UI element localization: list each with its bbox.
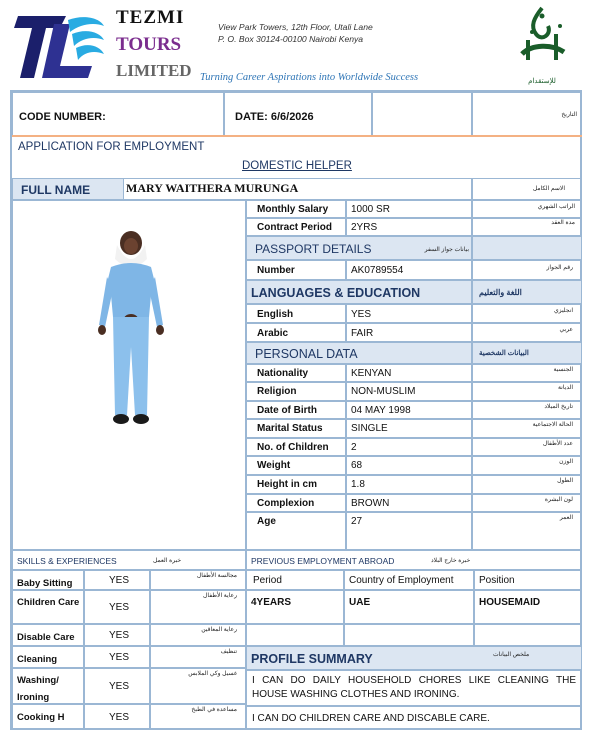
skill-value-cell bbox=[84, 570, 150, 590]
skill-label: Washing/ Ironing bbox=[17, 675, 59, 703]
passport-heading-ar: بيانات جواز السفر bbox=[424, 247, 469, 253]
personal-value: 04 MAY 1998 bbox=[351, 405, 411, 416]
personal-value-cell bbox=[346, 382, 472, 401]
company-address bbox=[218, 22, 373, 45]
applicant-photo bbox=[81, 229, 181, 441]
personal-label: Weight bbox=[257, 460, 291, 471]
personal-value: KENYAN bbox=[351, 368, 392, 379]
photo-cell bbox=[12, 200, 246, 550]
passport-number-label-cell bbox=[246, 260, 346, 280]
abroad-period-cell bbox=[246, 590, 344, 624]
personal-ar: الحالة الاجتماعية bbox=[532, 422, 573, 428]
personal-heading-cell bbox=[246, 342, 472, 364]
profile-line-2: I CAN DO CHILDREN CARE AND DISCABLE CARE. bbox=[252, 713, 490, 724]
skill-ar: رعاية الأطفال bbox=[203, 593, 237, 599]
language-label: Arabic bbox=[257, 328, 289, 339]
skill-ar-cell bbox=[150, 668, 246, 704]
profile-heading: PROFILE SUMMARY bbox=[251, 652, 373, 666]
skill-label-cell bbox=[12, 590, 84, 624]
personal-label: No. of Children bbox=[257, 442, 329, 453]
contract-value-cell bbox=[346, 218, 472, 236]
abroad-country-cell bbox=[344, 590, 474, 624]
skill-label: Baby Sitting bbox=[17, 578, 73, 589]
personal-ar: الطول bbox=[557, 478, 573, 484]
seal-calligraphy-icon bbox=[512, 4, 572, 72]
skill-label-cell bbox=[12, 704, 84, 730]
skill-value-cell bbox=[84, 646, 150, 668]
skill-ar: مساعدة في الطبخ bbox=[191, 707, 237, 713]
personal-ar: الوزن bbox=[559, 459, 573, 465]
skill-ar: رعاية المعاقين bbox=[201, 627, 237, 633]
language-value-cell bbox=[346, 304, 472, 323]
personal-value: 1.8 bbox=[351, 479, 365, 490]
language-ar: انجليزي bbox=[553, 308, 573, 314]
personal-ar-cell bbox=[472, 419, 582, 438]
personal-ar: لون البشرة bbox=[544, 497, 573, 503]
skill-label-cell bbox=[12, 624, 84, 646]
date-ar-cell bbox=[472, 92, 582, 136]
name-ar: الاسم الكامل bbox=[532, 186, 565, 192]
language-value: YES bbox=[351, 309, 372, 320]
code-number-label: CODE NUMBER: bbox=[19, 111, 106, 123]
personal-value: 68 bbox=[351, 460, 363, 471]
abroad-col-period-label: Period bbox=[253, 575, 282, 586]
personal-label-cell bbox=[246, 401, 346, 419]
skill-value: YES bbox=[109, 602, 130, 613]
skill-value: YES bbox=[109, 712, 130, 723]
contract-ar: مدة العقد bbox=[551, 220, 575, 226]
brand-line-2: TOURS bbox=[116, 34, 182, 55]
abroad-position-value: HOUSEMAID bbox=[479, 597, 541, 608]
personal-label-cell bbox=[246, 419, 346, 438]
date-ar: التاريخ bbox=[561, 112, 577, 118]
personal-value-cell bbox=[346, 494, 472, 512]
language-value-cell bbox=[346, 323, 472, 342]
personal-label: Date of Birth bbox=[257, 405, 317, 416]
personal-ar-cell bbox=[472, 438, 582, 456]
personal-value-cell bbox=[346, 456, 472, 475]
personal-ar: الديانة bbox=[557, 385, 573, 391]
skill-label-cell bbox=[12, 646, 84, 668]
personal-value-cell bbox=[346, 364, 472, 382]
letterhead bbox=[0, 0, 592, 90]
personal-label-cell bbox=[246, 382, 346, 401]
personal-value: 27 bbox=[351, 516, 363, 527]
personal-value-cell bbox=[346, 475, 472, 494]
passport-number-ar-cell bbox=[472, 260, 582, 280]
personal-ar: الجنسية bbox=[553, 367, 573, 373]
full-name-label-cell bbox=[12, 178, 124, 200]
languages-heading-ar-cell bbox=[472, 280, 582, 304]
calligraphy-seal bbox=[512, 4, 572, 84]
skills-heading: SKILLS & EXPERIENCES bbox=[17, 556, 117, 566]
skill-label: Cleaning bbox=[17, 654, 58, 665]
full-name-value-cell bbox=[124, 178, 472, 200]
abroad-blank-1 bbox=[246, 624, 344, 646]
application-form bbox=[10, 90, 582, 730]
abroad-blank-3 bbox=[474, 624, 582, 646]
personal-ar-cell bbox=[472, 475, 582, 494]
skill-ar-cell bbox=[150, 624, 246, 646]
skill-ar-cell bbox=[150, 704, 246, 730]
language-ar-cell bbox=[472, 323, 582, 342]
passport-number-label: Number bbox=[257, 265, 295, 276]
salary-ar: الراتب الشهري bbox=[537, 204, 575, 210]
language-ar: عربي bbox=[559, 327, 573, 333]
abroad-col-position-label: Position bbox=[479, 575, 515, 586]
abroad-position-cell bbox=[474, 590, 582, 624]
full-name-label: FULL NAME bbox=[21, 183, 91, 197]
date-cell bbox=[224, 92, 372, 136]
personal-label: Complexion bbox=[257, 498, 315, 509]
personal-label: Religion bbox=[257, 386, 297, 397]
personal-value: NON-MUSLIM bbox=[351, 386, 416, 397]
application-title: APPLICATION FOR EMPLOYMENT bbox=[18, 141, 205, 153]
languages-heading-cell bbox=[246, 280, 472, 304]
name-ar-cell bbox=[472, 178, 582, 200]
profile-heading-ar: ملخص البيانات bbox=[493, 652, 530, 658]
address-line-2: P. O. Box 30124-00100 Nairobi Kenya bbox=[218, 33, 364, 44]
personal-ar-cell bbox=[472, 494, 582, 512]
passport-number-ar: رقم الجواز bbox=[546, 265, 573, 271]
company-name bbox=[116, 8, 192, 79]
personal-ar: تاريخ الميلاد bbox=[544, 404, 573, 410]
personal-label-cell bbox=[246, 512, 346, 550]
skill-value-cell bbox=[84, 704, 150, 730]
personal-label: Nationality bbox=[257, 368, 309, 379]
skill-value: YES bbox=[109, 652, 130, 663]
salary-value: 1000 SR bbox=[351, 204, 390, 215]
salary-label-cell bbox=[246, 200, 346, 218]
personal-label: Age bbox=[257, 516, 276, 527]
profile-line-1: I CAN DO DAILY HOUSEHOLD CHORES LIKE CLEANING THE HOUSE WASHING CLOTHES AND IRONING. bbox=[252, 675, 576, 700]
personal-value-cell bbox=[346, 438, 472, 456]
skill-ar: غسيل وكي الملابس bbox=[188, 671, 237, 677]
contract-ar-cell bbox=[472, 218, 582, 236]
full-name-value: MARY WAITHERA MURUNGA bbox=[126, 181, 299, 195]
skill-ar: تنظيف bbox=[220, 649, 237, 655]
skill-ar-cell bbox=[150, 646, 246, 668]
skill-value-cell bbox=[84, 668, 150, 704]
skill-ar-cell bbox=[150, 570, 246, 590]
passport-heading: PASSPORT DETAILS bbox=[255, 242, 372, 256]
personal-heading: PERSONAL DATA bbox=[255, 347, 358, 361]
personal-ar-cell bbox=[472, 364, 582, 382]
salary-label: Monthly Salary bbox=[257, 204, 329, 215]
languages-heading: LANGUAGES & EDUCATION bbox=[251, 286, 421, 300]
brand-line-3: LIMITED bbox=[116, 61, 192, 80]
skill-label-cell bbox=[12, 668, 84, 704]
language-label: English bbox=[257, 309, 294, 320]
skill-value-cell bbox=[84, 590, 150, 624]
passport-heading-ar-cell bbox=[472, 236, 582, 260]
abroad-col-country-label: Country of Employment bbox=[349, 575, 454, 586]
skill-value: YES bbox=[109, 630, 130, 641]
personal-label-cell bbox=[246, 456, 346, 475]
skill-label: Cooking H bbox=[17, 712, 65, 723]
contract-label: Contract Period bbox=[257, 222, 333, 233]
profile-line-2-cell bbox=[246, 706, 582, 730]
skill-value: YES bbox=[109, 575, 130, 586]
skills-heading-cell bbox=[12, 550, 246, 570]
personal-ar-cell bbox=[472, 401, 582, 419]
skill-label: Children Care bbox=[17, 597, 80, 608]
language-label-cell bbox=[246, 304, 346, 323]
salary-ar-cell bbox=[472, 200, 582, 218]
address-line-1: View Park Towers, 12th Floor, Utali Lane bbox=[218, 22, 373, 32]
passport-heading-cell bbox=[246, 236, 472, 260]
position-applied: DOMESTIC HELPER bbox=[242, 160, 352, 172]
skill-value-cell bbox=[84, 624, 150, 646]
brand-line-1: TEZMI bbox=[116, 7, 185, 28]
personal-label-cell bbox=[246, 475, 346, 494]
skill-ar-cell bbox=[150, 590, 246, 624]
passport-number-value: AK0789554 bbox=[351, 265, 404, 276]
personal-label-cell bbox=[246, 364, 346, 382]
abroad-col-country bbox=[344, 570, 474, 590]
skill-ar: مجالسة الأطفال bbox=[196, 573, 237, 579]
skill-label: Disable Care bbox=[17, 632, 75, 643]
skill-label-cell bbox=[12, 570, 84, 590]
abroad-period-value: 4YEARS bbox=[251, 597, 292, 608]
personal-heading-ar: البيانات الشخصية bbox=[479, 350, 529, 357]
personal-value: BROWN bbox=[351, 498, 390, 509]
abroad-heading: PREVIOUS EMPLOYMENT ABROAD bbox=[251, 556, 395, 566]
profile-line-1-cell bbox=[246, 670, 582, 706]
seal-text: للإستقدام bbox=[528, 78, 556, 85]
personal-ar: العمر bbox=[559, 515, 573, 521]
skill-value: YES bbox=[109, 681, 130, 692]
abroad-col-period bbox=[246, 570, 344, 590]
personal-ar-cell bbox=[472, 382, 582, 401]
language-label-cell bbox=[246, 323, 346, 342]
salary-value-cell bbox=[346, 200, 472, 218]
language-ar-cell bbox=[472, 304, 582, 323]
abroad-heading-ar: خبرة خارج البلاد bbox=[431, 558, 471, 564]
personal-value-cell bbox=[346, 419, 472, 438]
contract-value: 2YRS bbox=[351, 222, 378, 233]
personal-ar: عدد الأطفال bbox=[542, 441, 573, 447]
personal-value-cell bbox=[346, 512, 472, 550]
language-value: FAIR bbox=[351, 328, 374, 339]
company-logo-icon bbox=[14, 10, 106, 84]
abroad-blank-2 bbox=[344, 624, 474, 646]
profile-heading-cell bbox=[246, 646, 582, 670]
personal-ar-cell bbox=[472, 456, 582, 475]
passport-number-value-cell bbox=[346, 260, 472, 280]
personal-value: SINGLE bbox=[351, 423, 388, 434]
contract-label-cell bbox=[246, 218, 346, 236]
abroad-country-value: UAE bbox=[349, 597, 371, 608]
personal-label-cell bbox=[246, 494, 346, 512]
personal-value-cell bbox=[346, 401, 472, 419]
personal-label-cell bbox=[246, 438, 346, 456]
tagline: Turning Career Aspirations into Worldwide Success bbox=[200, 72, 419, 83]
personal-label: Marital Status bbox=[257, 423, 323, 434]
abroad-col-position bbox=[474, 570, 582, 590]
personal-label: Height in cm bbox=[257, 479, 318, 490]
abroad-heading-cell bbox=[246, 550, 582, 570]
personal-heading-ar-cell bbox=[472, 342, 582, 364]
languages-heading-ar: اللغة والتعليم bbox=[479, 288, 522, 297]
code-number-cell bbox=[12, 92, 224, 136]
personal-value: 2 bbox=[351, 442, 357, 453]
skills-heading-ar: خبرة العمل bbox=[153, 558, 182, 564]
date-label: DATE: 6/6/2026 bbox=[235, 111, 314, 123]
blank-cell bbox=[372, 92, 472, 136]
personal-ar-cell bbox=[472, 512, 582, 550]
divider bbox=[12, 135, 582, 137]
